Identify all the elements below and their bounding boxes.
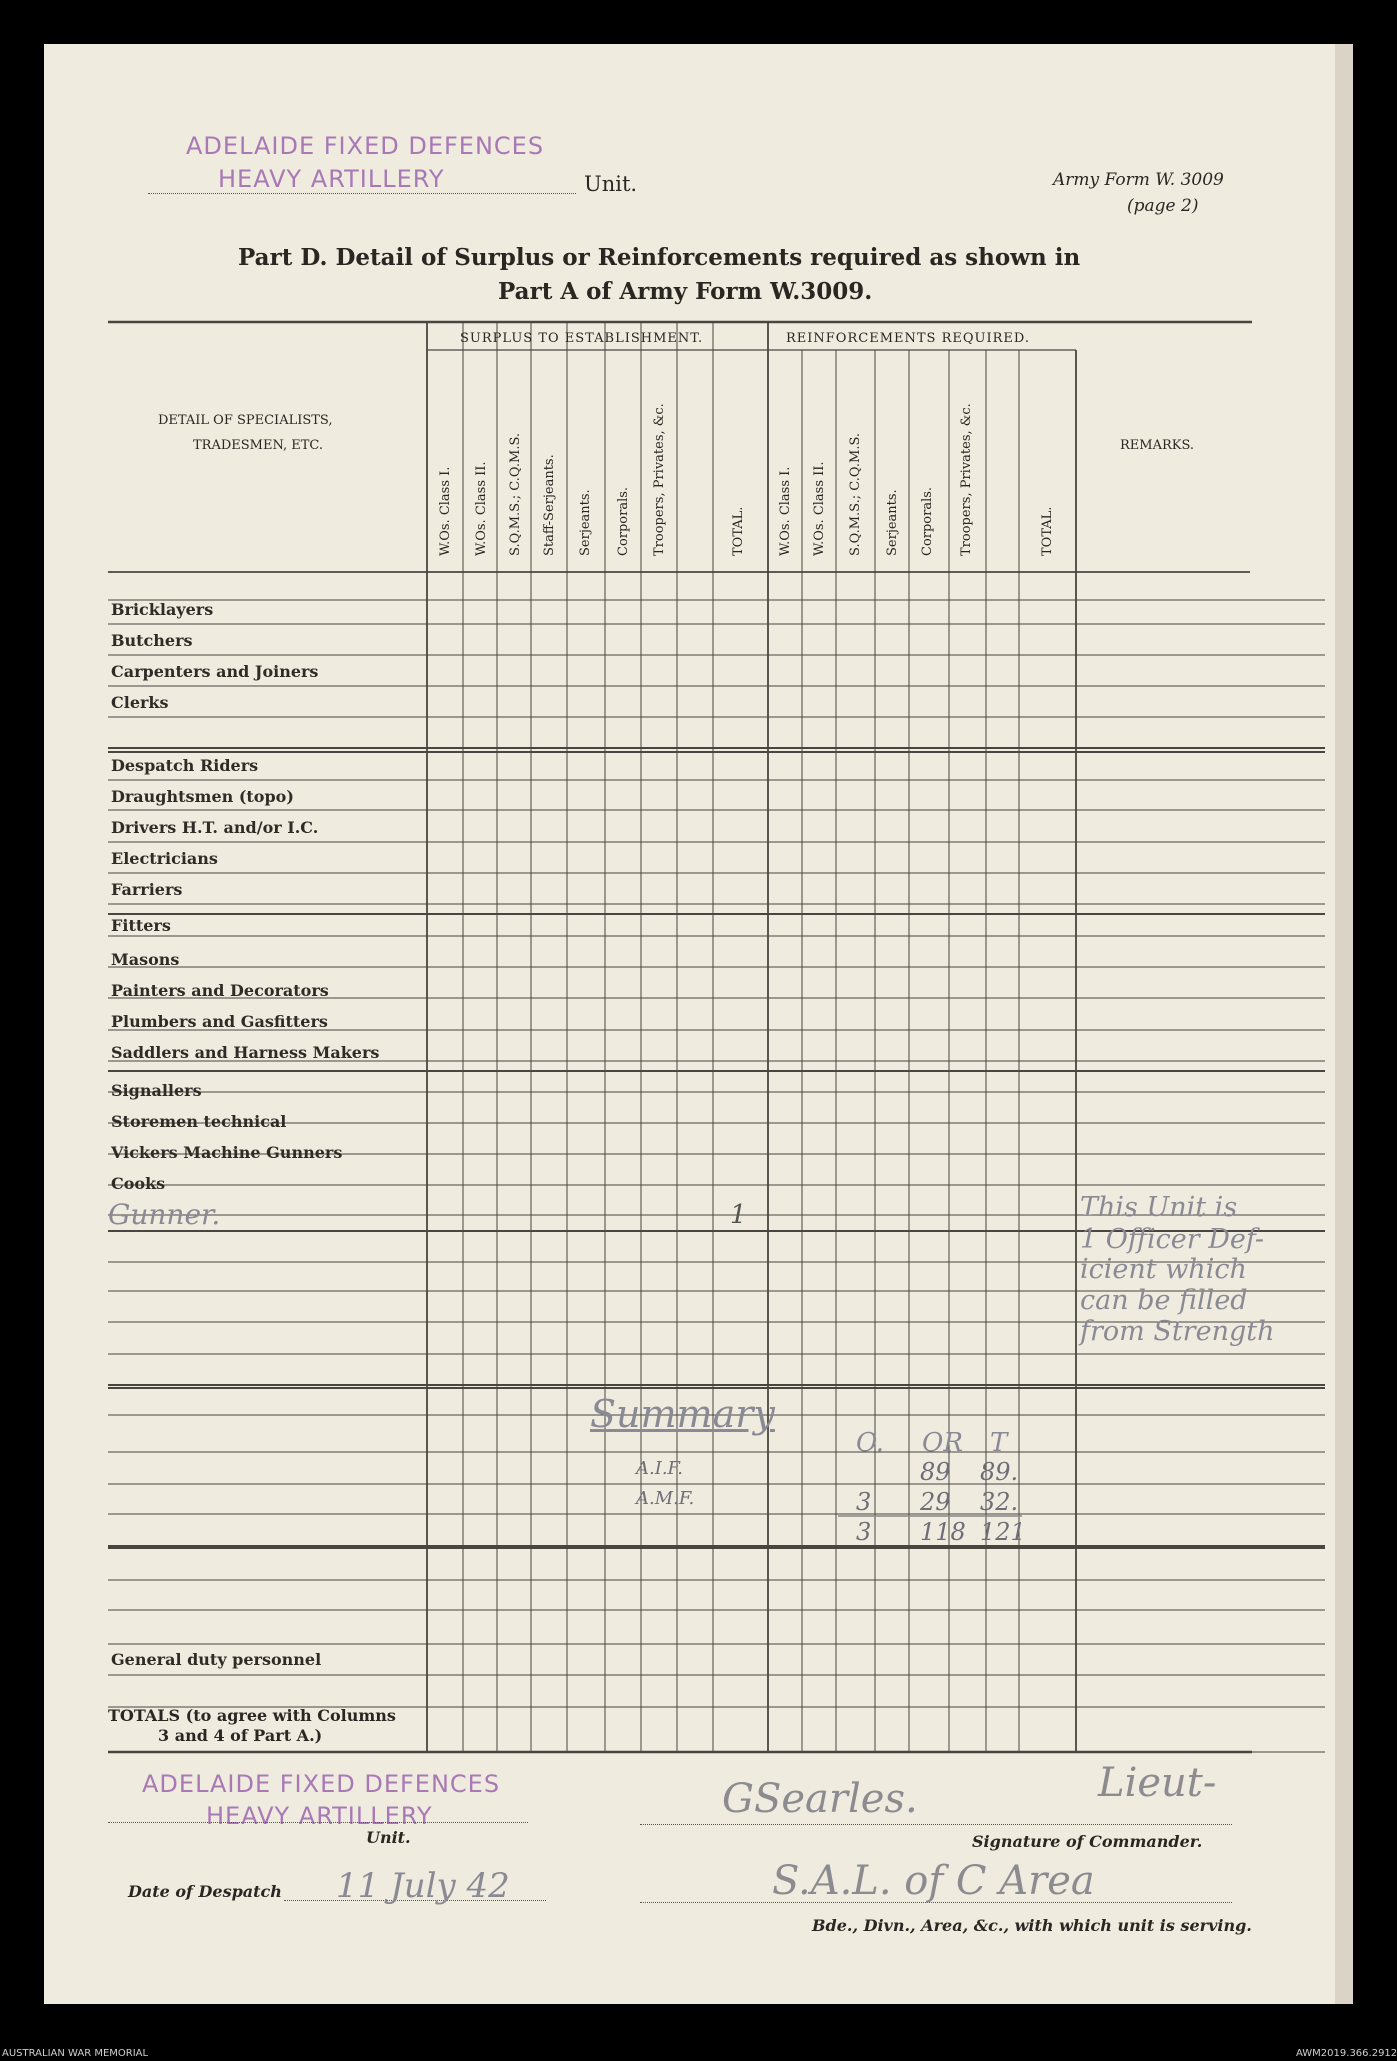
- surplus-column-header: Corporals.: [616, 486, 631, 556]
- summary-row-label: A.M.F.: [636, 1488, 695, 1509]
- archive-accession: AWM2019.366.2912: [1296, 2048, 1397, 2059]
- summary-row-o: 3: [856, 1488, 872, 1516]
- summary-head-t: T: [990, 1428, 1008, 1458]
- row-label: Saddlers and Harness Makers: [111, 1043, 380, 1062]
- detail-header-line2: TRADESMEN, ETC.: [193, 438, 324, 453]
- gunner-total: 1: [730, 1200, 747, 1230]
- commander-signature: GSearles.: [722, 1776, 918, 1822]
- footer-stamp-line2: HEAVY ARTILLERY: [206, 1802, 433, 1830]
- summary-row-t: 32.: [980, 1488, 1019, 1516]
- row-label: Vickers Machine Gunners: [111, 1143, 343, 1162]
- row-label: Draughtsmen (topo): [111, 787, 294, 806]
- detail-header-line1: DETAIL OF SPECIALISTS,: [158, 413, 333, 428]
- summary-row-or: 29: [920, 1488, 951, 1516]
- summary-head-o: O.: [856, 1428, 885, 1458]
- signature-of-commander-label: Signature of Commander.: [972, 1832, 1203, 1851]
- surplus-column-header: S.Q.M.S.; C.Q.M.S.: [508, 432, 523, 556]
- row-label: Clerks: [111, 693, 169, 712]
- row-label: Cooks: [111, 1174, 166, 1193]
- summary-row-t: 89.: [980, 1458, 1019, 1486]
- row-label: Farriers: [111, 880, 183, 899]
- surplus-column-header: W.Os. Class II.: [474, 461, 489, 556]
- archive-name: AUSTRALIAN WAR MEMORIAL: [2, 2048, 149, 2059]
- remarks-header: REMARKS.: [1120, 438, 1195, 453]
- row-label: Plumbers and Gasfitters: [111, 1012, 328, 1031]
- row-label: Masons: [111, 950, 180, 969]
- row-label: Signallers: [111, 1081, 202, 1100]
- reinforcement-column-header: Serjeants.: [885, 489, 900, 556]
- surplus-column-header: TOTAL.: [731, 506, 746, 556]
- row-label: Butchers: [111, 631, 193, 650]
- remarks-handwritten-line: icient which: [1080, 1254, 1247, 1285]
- row-label: Carpenters and Joiners: [111, 662, 319, 681]
- row-label: Storemen technical: [111, 1112, 287, 1131]
- summary-row-or: 89: [920, 1458, 951, 1486]
- remarks-handwritten-line: can be filled: [1080, 1285, 1248, 1316]
- form-title-line1: Part D. Detail of Surplus or Reinforcements required as shown in: [238, 244, 1081, 271]
- archive-footer-bar: [0, 2004, 1397, 2061]
- form-title-line2: Part A of Army Form W.3009.: [498, 278, 873, 305]
- summary-head-or: OR: [922, 1428, 963, 1458]
- row-label: Fitters: [111, 916, 171, 935]
- row-label: Painters and Decorators: [111, 981, 329, 1000]
- commander-rank: Lieut-: [1098, 1760, 1217, 1806]
- surplus-column-header: Troopers, Privates, &c.: [652, 403, 667, 556]
- remarks-handwritten-line: This Unit is: [1080, 1192, 1238, 1223]
- serving-label: Bde., Divn., Area, &c., with which unit is serving.: [812, 1916, 1252, 1935]
- surplus-column-header: W.Os. Class I.: [438, 466, 453, 556]
- surplus-header: SURPLUS TO ESTABLISHMENT.: [460, 331, 704, 346]
- signature-line: [640, 1824, 1232, 1825]
- remarks-handwritten-line: from Strength: [1080, 1316, 1275, 1347]
- summary-row-t: 121: [980, 1518, 1026, 1546]
- reinforcement-column-header: Troopers, Privates, &c.: [959, 403, 974, 556]
- general-duty-label: General duty personnel: [111, 1650, 322, 1669]
- footer-unit-line: [108, 1822, 528, 1823]
- unit-label: Unit.: [584, 172, 638, 196]
- totals-label-line1: TOTALS (to agree with Columns: [108, 1706, 396, 1725]
- row-label: Despatch Riders: [111, 756, 259, 775]
- surplus-column-header: Staff-Serjeants.: [542, 454, 557, 556]
- form-reference: Army Form W. 3009: [1053, 170, 1224, 190]
- remarks-handwritten-line: 1 Officer Def-: [1080, 1224, 1265, 1255]
- serving-with-entry: S.A.L. of C Area: [772, 1858, 1095, 1904]
- reinforcement-column-header: W.Os. Class I.: [778, 466, 793, 556]
- row-label: Bricklayers: [111, 600, 214, 619]
- gunner-entry: Gunner.: [108, 1198, 221, 1231]
- surplus-column-header: Serjeants.: [578, 489, 593, 556]
- footer-unit-label: Unit.: [366, 1828, 411, 1847]
- row-label: Drivers H.T. and/or I.C.: [111, 818, 319, 837]
- reinforcement-column-header: TOTAL.: [1040, 506, 1055, 556]
- summary-row-label: A.I.F.: [636, 1458, 683, 1479]
- despatch-date: 11 July 42: [336, 1866, 510, 1906]
- reinforcements-header: REINFORCEMENTS REQUIRED.: [786, 331, 1030, 346]
- reinforcement-column-header: W.Os. Class II.: [812, 461, 827, 556]
- reinforcement-column-header: Corporals.: [920, 486, 935, 556]
- summary-row-or: 118: [920, 1518, 966, 1546]
- page-reference: (page 2): [1127, 196, 1199, 216]
- row-label: Electricians: [111, 849, 218, 868]
- unit-stamp-line2: HEAVY ARTILLERY: [218, 165, 445, 193]
- summary-row-o: 3: [856, 1518, 872, 1546]
- unit-stamp-line1: ADELAIDE FIXED DEFENCES: [186, 132, 545, 160]
- reinforcement-column-header: S.Q.M.S.; C.Q.M.S.: [848, 432, 863, 556]
- date-of-despatch-label: Date of Despatch: [128, 1882, 282, 1901]
- summary-title: Summary: [590, 1392, 775, 1436]
- footer-stamp-line1: ADELAIDE FIXED DEFENCES: [142, 1770, 501, 1798]
- totals-label-line2: 3 and 4 of Part A.): [158, 1726, 323, 1745]
